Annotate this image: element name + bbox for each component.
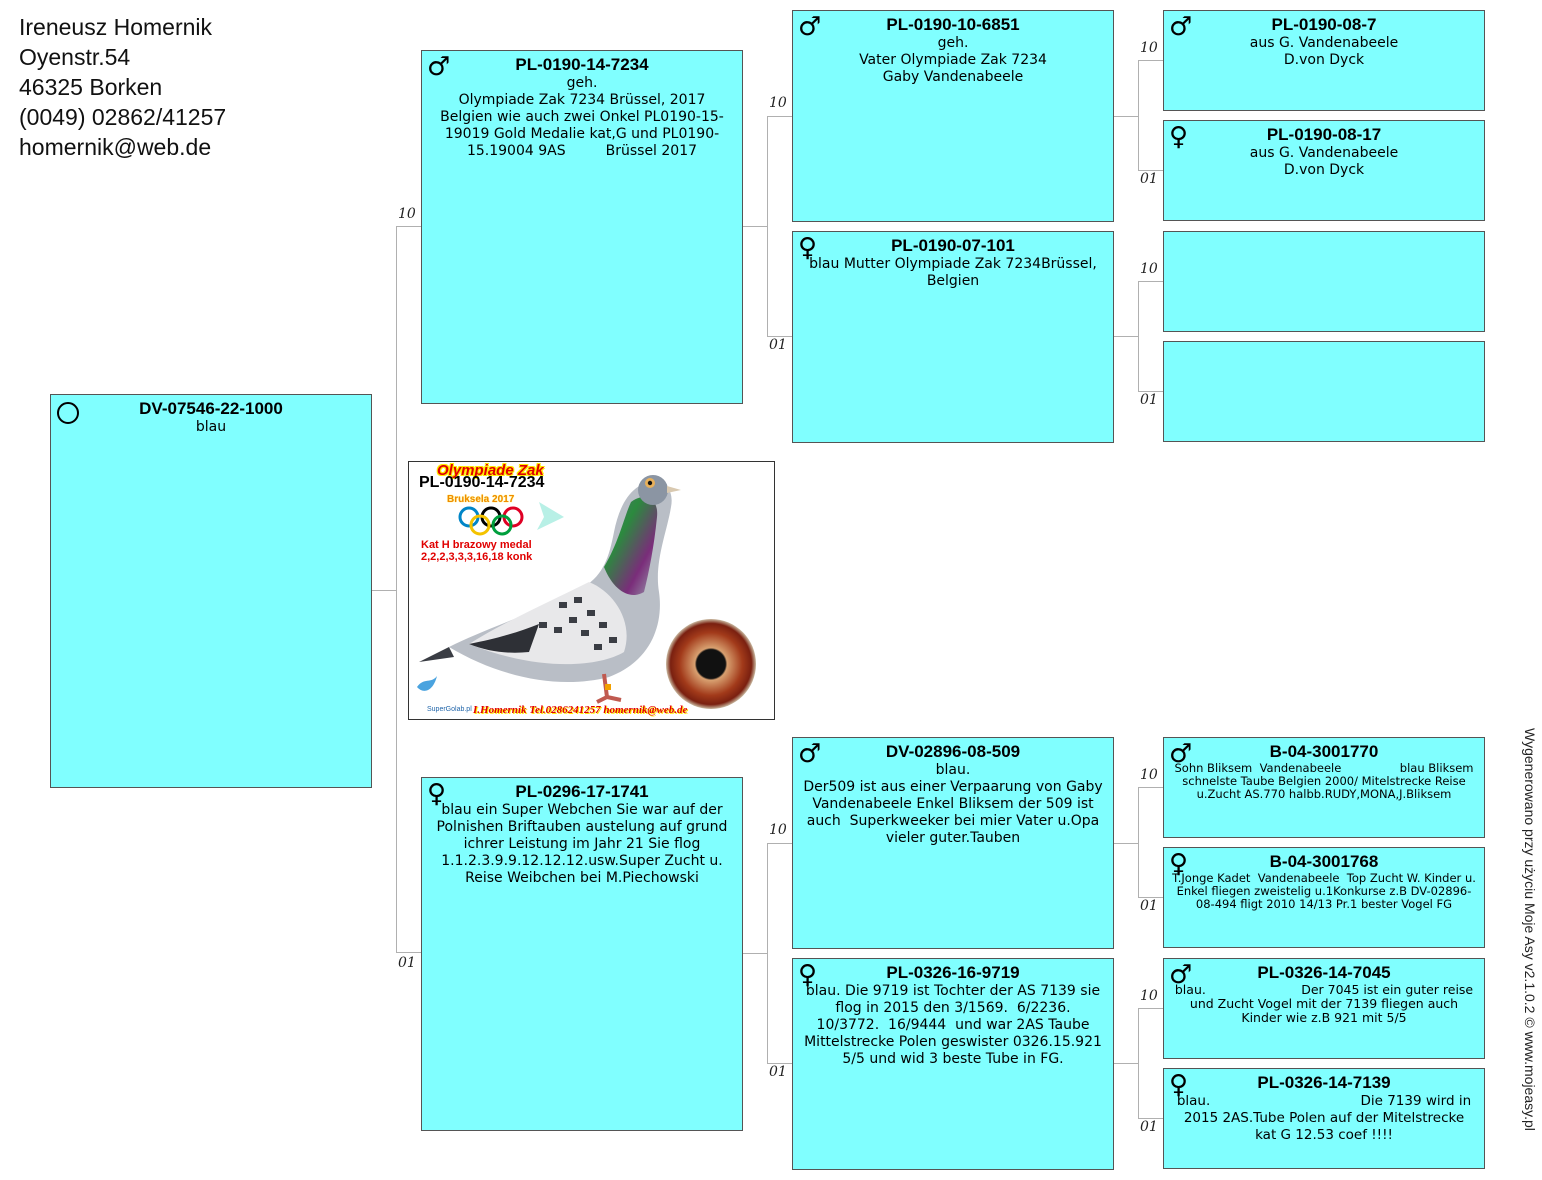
bird-description: blau. Der 7045 ist ein guter reise und Zucht Vogel mit der 7139 fliegen auch Kinder wie z.B 921 mit 5/5 (1174, 982, 1478, 1025)
bird-description: T.Jonge Kadet Vandenabeele Top Zucht W. Kinder u. Enkel fliegen zweistelig u.1Konkurse z.B DV-02896-08-494 fligt 2010 14/13 Pr.1 bester Vogel FG (1172, 871, 1480, 911)
male-icon: ♂ (798, 739, 822, 769)
pedigree-card-empty[interactable] (1163, 231, 1485, 332)
owner-phone: (0049) 02862/41257 (19, 104, 227, 130)
female-icon: ♀ (1169, 1070, 1189, 1100)
pedigree-card-dam-sire[interactable] (792, 737, 1114, 949)
sire-side-label: 10 (1140, 40, 1158, 56)
ring-number: PL-0190-14-7234 (515, 55, 649, 74)
connector-line (1138, 1008, 1163, 1009)
female-icon: ♀ (798, 233, 818, 263)
pedigree-card-dam-dam[interactable] (792, 958, 1114, 1170)
bird-description: blau ein Super Webchen Sie war auf der Polnishen Briftauben austelung auf grund ichrer Leistung im Jahr 21 Sie flog 1.1.2.3.9.9.12.12.12.usw.Super Zucht u. Reise Weibchen bei M.Piechowski (436, 802, 732, 886)
bird-description: geh. Vater Olympiade Zak 7234 Gaby Vandenabeele (859, 35, 1047, 85)
pedigree-card-sss[interactable] (1163, 10, 1485, 111)
male-icon: ♂ (427, 52, 451, 82)
dam-side-label: 01 (769, 337, 787, 353)
ring-number: DV-02896-08-509 (885, 742, 1021, 761)
pedigree-card-subject[interactable] (50, 394, 372, 788)
male-icon: ♂ (798, 12, 822, 42)
owner-info (19, 12, 226, 162)
connector-line (1114, 336, 1138, 337)
female-icon: ♀ (798, 960, 818, 990)
connector-line (396, 226, 421, 227)
photo-title: Olympiade Zak (437, 462, 544, 479)
owner-street: Oyenstr.54 (19, 44, 131, 70)
connector-line (767, 843, 792, 844)
dam-side-label: 01 (1140, 171, 1158, 187)
connector-line (767, 116, 792, 117)
connector-line (743, 226, 767, 227)
ring-number: PL-0326-14-7139 (1257, 1073, 1391, 1092)
photo-event: Bruksela 2017 (447, 494, 515, 505)
connector-line (396, 952, 421, 953)
female-icon: ♀ (427, 779, 447, 809)
photo-logo: SuperGolab.pl (427, 706, 472, 713)
ring-number: DV-07546-22-1000 (139, 399, 283, 418)
pedigree-card-ddd[interactable] (1163, 1068, 1485, 1169)
pedigree-card-dam[interactable] (421, 777, 743, 1131)
bird-description: blau. Der509 ist aus einer Verpaarung von Gaby Vandenabeele Enkel Bliksem der 509 ist auch Superkweeker bei mier Vater u.Opa vieler guter.Tauben (803, 762, 1103, 846)
connector-line (1114, 116, 1138, 117)
pedigree-card-dsd[interactable] (1163, 847, 1485, 948)
photo-medal-line2: 2,2,2,3,3,3,16,18 konk (421, 551, 533, 563)
ring-number: PL-0190-07-101 (891, 236, 1015, 255)
female-icon: ♀ (1169, 122, 1189, 152)
ring-number: PL-0190-08-7 (1271, 15, 1377, 34)
connector-line (372, 590, 396, 591)
pedigree-card-sire[interactable] (421, 50, 743, 404)
ring-number: B-04-3001770 (1269, 742, 1379, 761)
connector-line (396, 226, 397, 953)
connector-line (743, 953, 767, 954)
generator-credit (1518, 728, 1542, 1158)
owner-name: Ireneusz Homernik (19, 14, 213, 40)
sire-side-label: 10 (1140, 261, 1158, 277)
owner-email: homernik@web.de (19, 134, 212, 160)
connector-line (1138, 787, 1139, 898)
photo-medal (421, 539, 532, 563)
pedigree-card-dss[interactable] (1163, 737, 1485, 838)
owner-city: 46325 Borken (19, 74, 163, 100)
bird-description: blau. Die 7139 wird in 2015 2AS.Tube Polen auf der Mitelstrecke kat G 12.53 coef !!!! (1176, 1093, 1476, 1143)
photo-footer: I.Homernik Tel.0286241257 homernik@web.de (473, 704, 688, 716)
connector-line (1138, 60, 1139, 171)
connector-line (1138, 1008, 1139, 1119)
photo-ring: PL-0190-14-7234 (419, 474, 545, 491)
connector-line (1114, 1063, 1138, 1064)
sire-side-label: 10 (398, 206, 416, 222)
bird-description: blau (195, 419, 227, 435)
pedigree-card-dds[interactable] (1163, 958, 1485, 1059)
sire-side-label: 10 (769, 95, 787, 111)
male-icon: ♂ (1169, 12, 1193, 42)
pedigree-card-ssd[interactable] (1163, 120, 1485, 221)
bird-description: blau Mutter Olympiade Zak 7234Brüssel, Belgien (809, 256, 1102, 289)
connector-line (1138, 787, 1163, 788)
generator-credit-text: Wygenerowano przy użyciu Moje Asy v2.1.0.2 © www.mojeasy.pl (1522, 728, 1538, 1131)
male-icon: ♂ (1169, 739, 1193, 769)
ring-number: B-04-3001768 (1269, 852, 1379, 871)
bird-description: aus G. Vandenabeele D.von Dyck (1249, 35, 1399, 68)
pedigree-card-sire-dam[interactable] (792, 231, 1114, 443)
dam-side-label: 01 (1140, 1119, 1158, 1135)
ring-number: PL-0326-14-7045 (1257, 963, 1391, 982)
sire-side-label: 10 (1140, 767, 1158, 783)
sire-side-label: 10 (1140, 988, 1158, 1004)
pedigree-card-empty[interactable] (1163, 341, 1485, 442)
ring-number: PL-0190-10-6851 (886, 15, 1020, 34)
dam-side-label: 01 (1140, 392, 1158, 408)
bird-description: blau. Die 9719 ist Tochter der AS 7139 sie flog in 2015 den 3/1569. 6/2236. 10/3772. 16/9444 und war 2AS Taube Mittelstrecke Polen geswister 0326.15.921 5/5 und wid 3 beste Tube in FG. (804, 983, 1107, 1067)
bird-photo[interactable] (408, 461, 775, 720)
bird-description: Sohn Bliksem Vandenabeele blau Bliksem schnelste Taube Belgien 2000/ Mitelstrecke Reise u.Zucht AS.770 halbb.RUDY,MONA,J.Bliksem (1174, 761, 1478, 801)
unknown-sex-icon (57, 402, 79, 424)
female-icon: ♀ (1169, 849, 1189, 879)
ring-number: PL-0326-16-9719 (886, 963, 1020, 982)
dam-side-label: 01 (398, 955, 416, 971)
connector-line (767, 116, 768, 337)
connector-line (767, 843, 768, 1064)
dam-side-label: 01 (769, 1064, 787, 1080)
connector-line (1138, 281, 1163, 282)
sire-side-label: 10 (769, 822, 787, 838)
connector-line (1138, 281, 1139, 392)
dam-side-label: 01 (1140, 898, 1158, 914)
photo-medal-line1: Kat H brazowy medal (421, 539, 532, 551)
connector-line (1114, 843, 1138, 844)
pedigree-card-sire-sire[interactable] (792, 10, 1114, 222)
bird-description: geh. Olympiade Zak 7234 Brüssel, 2017 Belgien wie auch zwei Onkel PL0190-15-19019 Gold Medalie kat,G und PL0190-15.19004 9AS Brüssel 2017 (440, 75, 724, 159)
ring-number: PL-0190-08-17 (1266, 125, 1382, 144)
bird-description: aus G. Vandenabeele D.von Dyck (1249, 145, 1399, 178)
ring-number: PL-0296-17-1741 (515, 782, 649, 801)
male-icon: ♂ (1169, 960, 1193, 990)
connector-line (1138, 60, 1163, 61)
